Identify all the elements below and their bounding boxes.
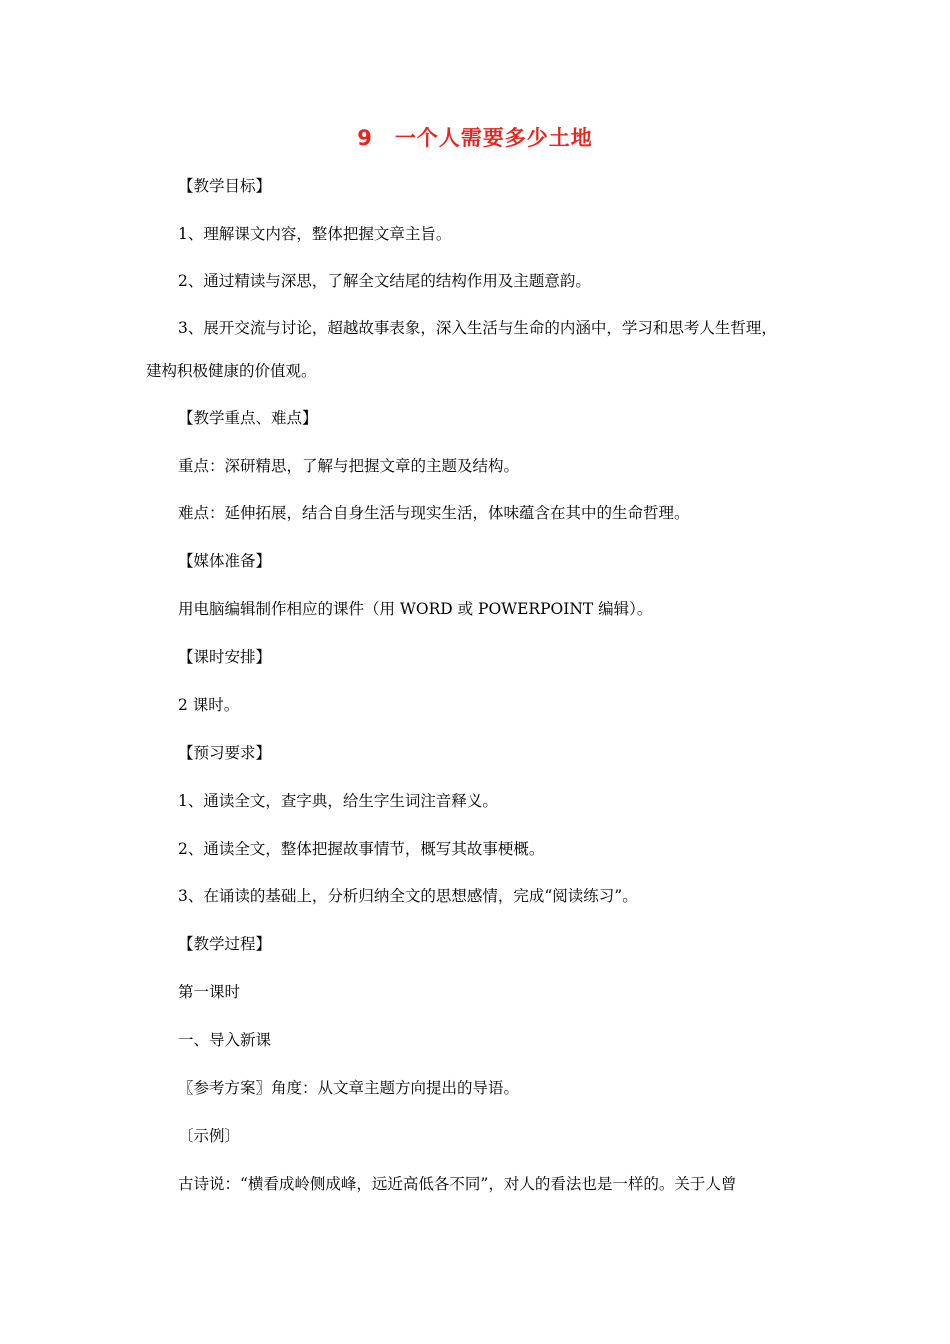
example-label: 〔示例〕 bbox=[178, 1127, 241, 1145]
title-number: 9 bbox=[357, 126, 373, 150]
title-text: 一个人需要多少土地 bbox=[394, 126, 593, 150]
preview-1: 1、通读全文，查字典，给生字生词注音释义。 bbox=[178, 792, 498, 810]
example-text: 古诗说：“横看成岭侧成峰，远近高低各不同”，对人的看法也是一样的。关于人曾 bbox=[178, 1175, 737, 1193]
preview-3: 3、在诵读的基础上，分析归纳全文的思想感情，完成“阅读练习”。 bbox=[178, 887, 638, 905]
objective-1: 1、理解课文内容，整体把握文章主旨。 bbox=[178, 225, 452, 243]
objective-2: 2、通过精读与深思，了解全文结尾的结构作用及主题意韵。 bbox=[178, 272, 591, 290]
first-lesson: 第一课时 bbox=[178, 983, 241, 1001]
section-heading-key-points: 【教学重点、难点】 bbox=[178, 409, 318, 427]
preview-2: 2、通读全文，整体把握故事情节，概写其故事梗概。 bbox=[178, 840, 545, 858]
intro-new-lesson: 一、导入新课 bbox=[178, 1031, 272, 1049]
key-point: 重点：深研精思，了解与把握文章的主题及结构。 bbox=[178, 457, 520, 475]
reference-plan: 〖参考方案〗角度：从文章主题方向提出的导语。 bbox=[178, 1079, 520, 1097]
section-heading-preview: 【预习要求】 bbox=[178, 744, 272, 762]
media-text: 用电脑编辑制作相应的课件（用 WORD 或 POWERPOINT 编辑）。 bbox=[178, 600, 653, 618]
difficult-point: 难点：延伸拓展，结合自身生活与现实生活，体味蕴含在其中的生命哲理。 bbox=[178, 504, 690, 522]
objective-3-continued: 建构积极健康的价值观。 bbox=[146, 362, 317, 380]
section-heading-media: 【媒体准备】 bbox=[178, 552, 272, 570]
section-heading-schedule: 【课时安排】 bbox=[178, 648, 272, 666]
section-heading-objectives: 【教学目标】 bbox=[178, 177, 272, 195]
objective-3: 3、展开交流与讨论，超越故事表象，深入生活与生命的内涵中，学习和思考人生哲理， bbox=[178, 319, 777, 337]
section-heading-process: 【教学过程】 bbox=[178, 935, 272, 953]
document-title bbox=[0, 122, 950, 152]
schedule-text: 2 课时。 bbox=[178, 696, 240, 714]
